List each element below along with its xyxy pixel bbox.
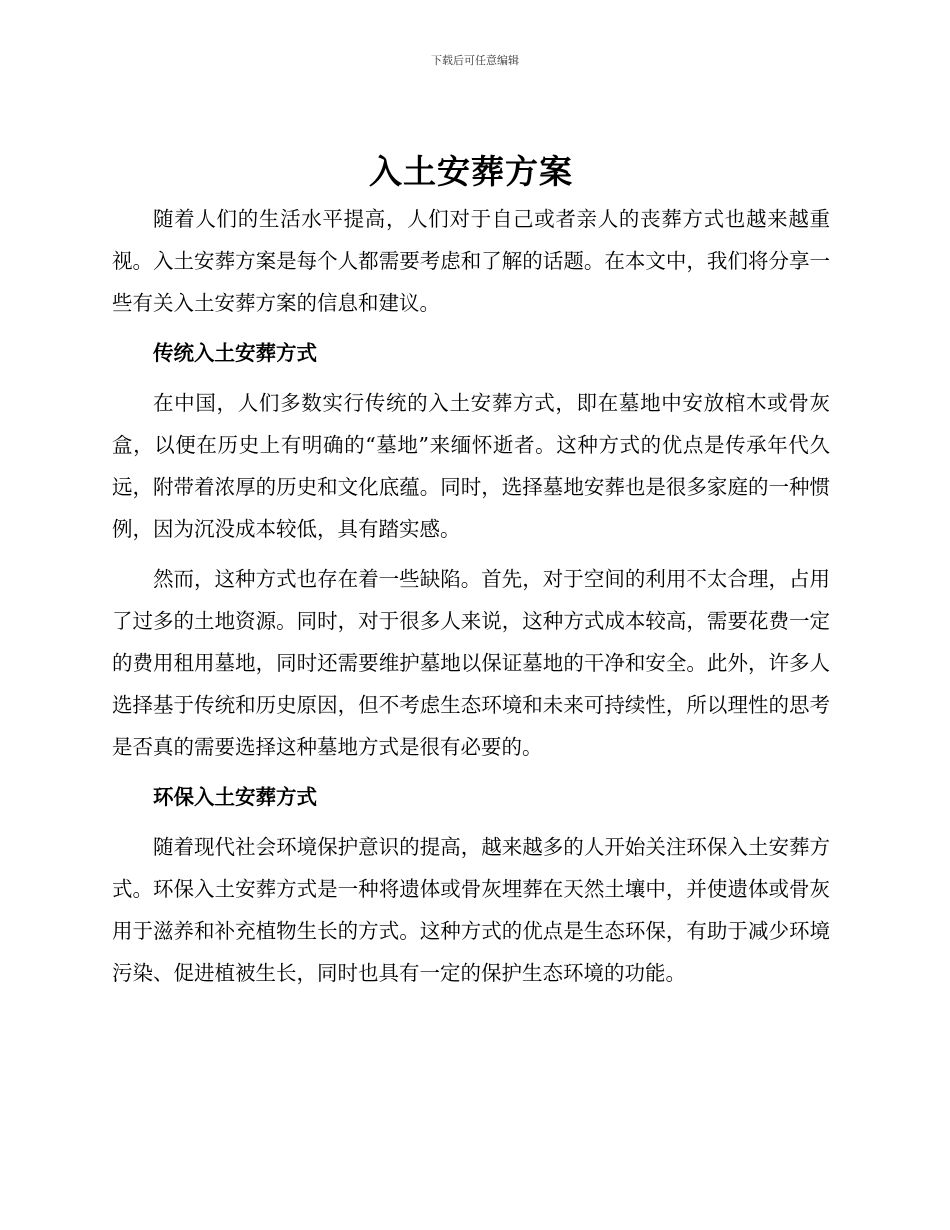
paragraph-traditional-2: 然而，这种方式也存在着一些缺陷。首先，对于空间的利用不太合理，占用了过多的土地资源。同时，对于很多人来说，这种方式成本较高，需要花费一定的费用租用墓地，同时还需要维护墓地以保证墓地的干净和安全。此外，许多人选择基于传统和历史原因，但不考虑生态环境和未来可持续性，所以理性的思考是否真的需要选择这种墓地方式是很有必要的。 bbox=[112, 567, 830, 759]
page-header-note: 下载后可任意编辑 bbox=[431, 54, 519, 67]
intro-paragraph: 随着人们的生活水平提高，人们对于自己或者亲人的丧葬方式也越来越重视。入土安葬方案是每个人都需要考虑和了解的话题。在本文中，我们将分享一些有关入土安葬方案的信息和建议。 bbox=[112, 207, 830, 315]
paragraph-eco-1: 随着现代社会环境保护意识的提高，越来越多的人开始关注环保入土安葬方式。环保入土安葬方式是一种将遗体或骨灰埋葬在天然土壤中，并使遗体或骨灰用于滋养和补充植物生长的方式。这种方式的优点是生态环保，有助于减少环境污染、促进植被生长，同时也具有一定的保护生态环境的功能。 bbox=[112, 835, 830, 985]
document-body bbox=[112, 150, 830, 1002]
document-title: 入土安葬方案 bbox=[369, 152, 573, 191]
section-heading-traditional: 传统入土安葬方式 bbox=[153, 341, 317, 365]
paragraph-traditional-1: 在中国，人们多数实行传统的入土安葬方式，即在墓地中安放棺木或骨灰盒，以便在历史上有明确的“墓地”来缅怀逝者。这种方式的优点是传承年代久远，附带着浓厚的历史和文化底蕴。同时，选择墓地安葬也是很多家庭的一种惯例，因为沉没成本较低，具有踏实感。 bbox=[112, 391, 830, 541]
section-heading-eco: 环保入土安葬方式 bbox=[153, 785, 317, 809]
